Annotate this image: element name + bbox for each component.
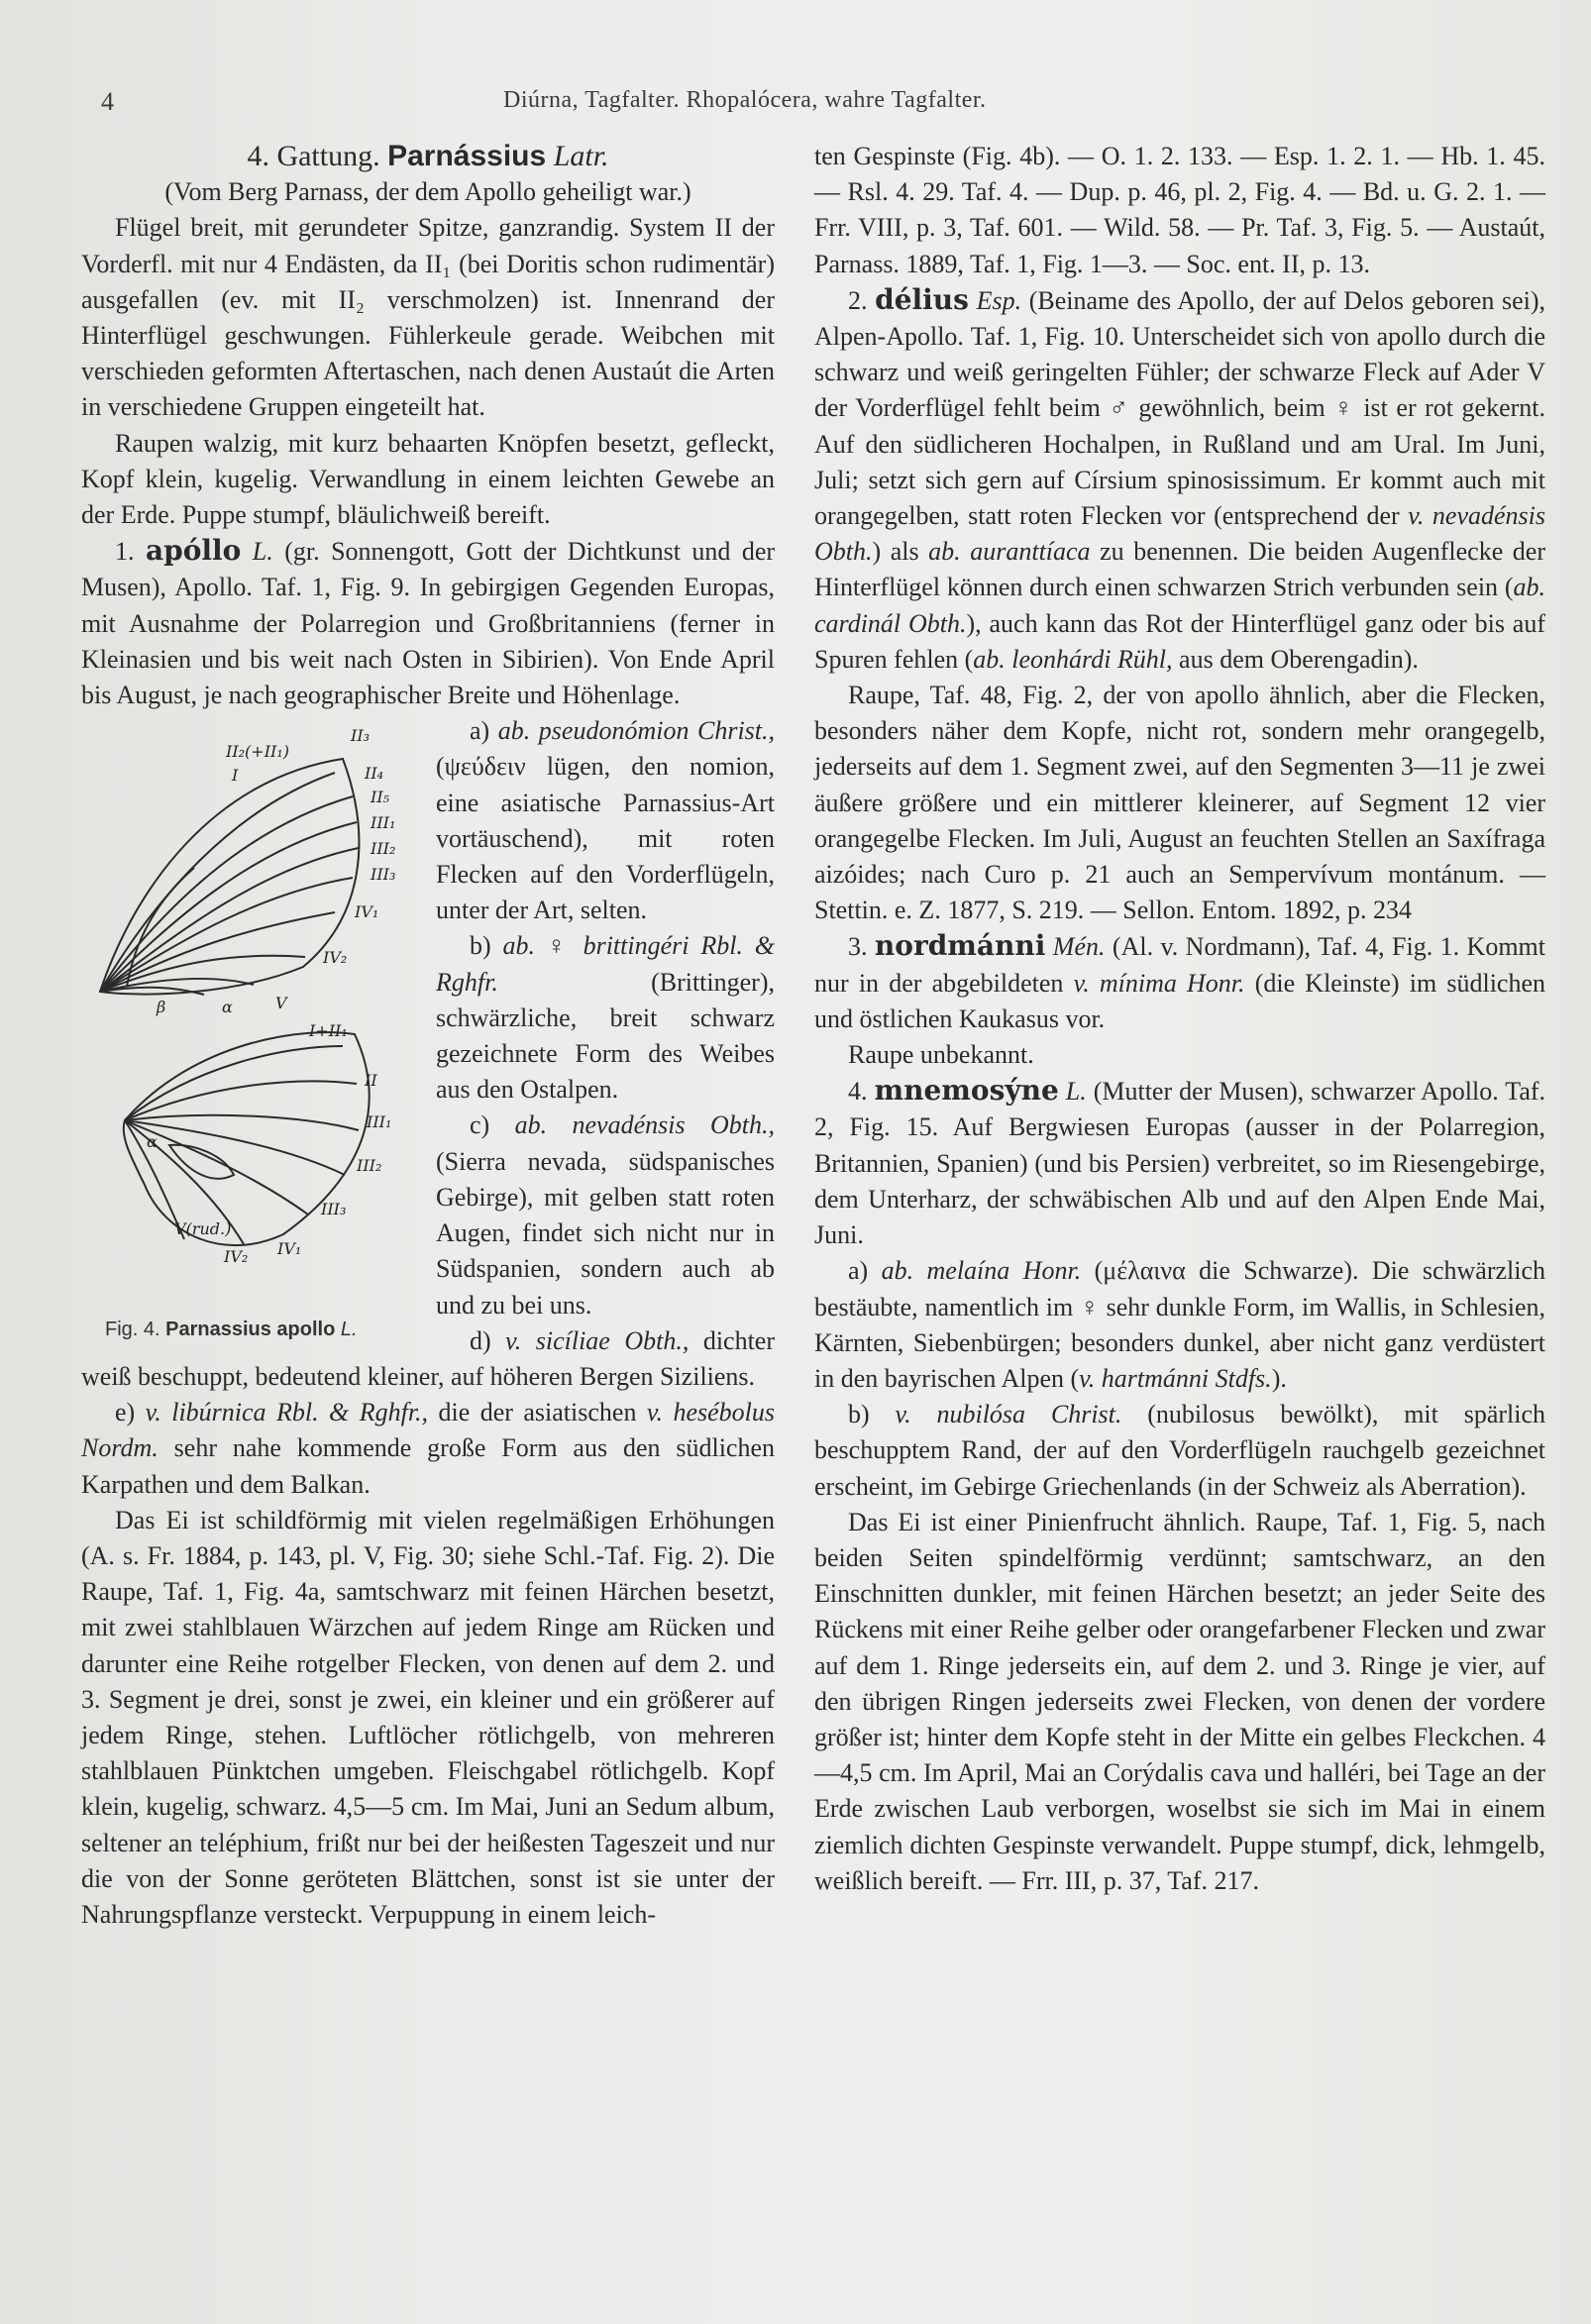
- species-name: nordmánni: [874, 929, 1046, 963]
- caption-author: L.: [340, 1319, 358, 1341]
- species-text-cont: aus dem Oberengadin).: [1179, 644, 1419, 674]
- genus-heading-prefix: 4. Gattung.: [247, 140, 380, 172]
- form-text: (μέλαινα die Schwarze). Die schwärzlich bestäubte, namentlich im ♀ sehr dunkle Form, im Wallis, in Schlesien, Kärnten, Siebenbürgen; besonders dunkel, aber nicht ganz verdüstert in den bayrischen Alpen (: [814, 1256, 1546, 1393]
- svg-text:III₂: III₂: [357, 1156, 382, 1176]
- form-text: (Brittinger), schwärzliche, breit schwarz gezeichnete Form des Weibes aus den Ostalpen.: [436, 967, 775, 1105]
- form-name: ab. cardinál Obth.: [814, 573, 1545, 638]
- species-apollo-entry: [81, 533, 775, 713]
- wing-venation-figure: [75, 719, 422, 1353]
- species-text: (Al. v. Nordmann), Taf. 4, Fig. 1. Kommt nur in der abgebildeten: [814, 932, 1545, 998]
- page-header: [0, 79, 1591, 119]
- right-column: [814, 139, 1545, 1899]
- form-name: ab. melaína Honr.: [881, 1256, 1082, 1286]
- apollo-references: ten Gespinste (Fig. 4b). — O. 1. 2. 133. — Esp. 1. 2. 1. — Hb. 1. 45. — Rsl. 4. 29. Taf. 4. — Dup. p. 46, pl. 2, Fig. 4. — Bd. u. G. 2. 1. — Frr. VIII, p. 3, Taf. 601. — Wild. 58. — Pr. Taf. 3, Fig. 5. — Austaút, Parnass. 1889, Taf. 1, Fig. 1—3. — Soc. ent. II, p. 13.: [814, 142, 1545, 278]
- form-name: ab. pseudonómion Christ.,: [497, 716, 776, 746]
- larva-description: Raupen walzig, mit kurz behaarten Knöpfen besetzt, gefleckt, Kopf klein, kugelig. Verwandlung in einem leichten Gewebe an der Erde. Puppe stumpf, bläulichweiß bereift.: [81, 428, 775, 530]
- genus-description: Flügel breit, mit gerundeter Spitze, ganzrandig. System II der Vorderfl. mit nur 4 Endästen, da II₁ (bei Doritis schon rudimentär) ausgefallen (ev. mit II₂ verschmolzen) ist. Innenrand der Hinterflügel geschwungen. Fühlerkeule gerade. Weibchen mit verschieden geformten Aftertaschen, nach denen Austaút die Arten in verschiedene Gruppen eingeteilt hat.: [81, 213, 775, 422]
- form-name: ab. nevadénsis Obth.,: [514, 1110, 775, 1140]
- apollo-egg-larva: Das Ei ist schildförmig mit vielen regelmäßigen Erhöhungen (A. s. Fr. 1884, p. 143, pl. V, Fig. 30; siehe Schl.-Taf. Fig. 2). Die Raupe, Taf. 1, Fig. 4a, samtschwarz mit feinen Härchen besetzt, mit zwei stahlblauen Wärzchen auf jedem Ringe am Rücken und darunter eine Reihe rotgelber Flecken, von denen auf dem 2. und 3. Segment je drei, sonst je zwei, ein kleiner und ein größerer auf jedem Ringe, stehen. Luftlöcher rötlichgelb, von mehreren stahlblauen Pünktchen umgeben. Fleischgabel rötlichgelb. Kopf klein, kugelig, schwarz. 4,5—5 cm. Im Mai, Juni an Sedum album, seltener an teléphium, frißt nur bei der heißesten Tageszeit und nur die von der Sonne geröteten Blättchen, sonst ist sie unter der Nahrungspflanze versteckt. Verpuppung in einem leich-: [81, 1505, 775, 1929]
- apollo-form-e: [81, 1395, 775, 1503]
- svg-text:IV₁: IV₁: [277, 1239, 302, 1259]
- genus-name: Parnássius: [387, 140, 547, 172]
- form-label: a): [848, 1256, 869, 1286]
- svg-text:III₃: III₃: [371, 865, 396, 885]
- species-name: apóllo: [145, 534, 242, 568]
- form-name: v. sicíliae Obth.,: [505, 1325, 689, 1355]
- svg-text:I: I: [232, 766, 239, 786]
- svg-text:II₄: II₄: [365, 764, 384, 784]
- species-text: (gr. Sonnengott, Gott der Dichtkunst und der Musen), Apollo. Taf. 1, Fig. 9. In gebirgigen Gegenden Europas, mit Ausnahme der Polarregion und Großbritanniens (ferner in Kleinasien und bis weit nach Osten in Sibirien). Von Ende April bis August, je nach geographischer Breite und Höhenlage.: [81, 537, 776, 710]
- form-text: (Sierra nevada, südspanisches Gebirge), mit gelben statt roten Augen, findet sich nicht nur in Südspanien, sondern auch ab und zu bei uns.: [436, 1146, 775, 1320]
- species-author: L.: [252, 537, 273, 567]
- species-text-cont: ), auch kann das Rot der Hinterflügel ganz oder bis auf Spuren fehlen (: [814, 608, 1545, 674]
- form-text: (ψεύδειν lügen, den nomion, eine asiatische Parnassius-Art vortäuschend), mit roten Flecken auf den Vorderflügeln, unter der Art, selten.: [436, 752, 775, 925]
- form-name: v. nubilósa Christ.: [895, 1400, 1122, 1429]
- svg-text:IV₂: IV₂: [323, 948, 348, 968]
- mnemosyne-form-a: [814, 1253, 1545, 1397]
- svg-text:IV₂: IV₂: [224, 1247, 249, 1267]
- svg-text:II₃: II₃: [351, 726, 371, 746]
- svg-text:II₅: II₅: [371, 788, 390, 807]
- nordmanni-larva: Raupe unbekannt.: [848, 1040, 1034, 1070]
- mnemosyne-form-b: [814, 1397, 1545, 1505]
- svg-text:III₁: III₁: [371, 813, 396, 833]
- wing-venation-drawing: [75, 719, 422, 1314]
- genus-subtitle: (Vom Berg Parnass, der dem Apollo geheiligt war.): [164, 177, 691, 207]
- species-name: délius: [875, 282, 969, 316]
- species-delius-entry: [814, 282, 1545, 678]
- figure-caption: [105, 1312, 358, 1347]
- species-name: mnemosýne: [874, 1074, 1059, 1108]
- form-name: v. nevadénsis Obth.: [814, 501, 1546, 567]
- running-title: Diúrna, Tagfalter. Rhopalócera, wahre Tagfalter.: [503, 87, 987, 113]
- species-number: 2.: [848, 285, 868, 315]
- form-label: b): [848, 1400, 870, 1429]
- species-text: (Mutter der Musen), schwarzer Apollo. Taf. 2, Fig. 15. Auf Bergwiesen Europas (ausser in der Polarregion, Britannien, Spanien) (und bis Persien) verbreitet, so im Riesengebirge, dem Unterharz, der schwäbischen Alb und auf den Alpen Ende Mai, Juni.: [814, 1077, 1546, 1250]
- species-number: 3.: [848, 932, 868, 962]
- svg-text:III₁: III₁: [367, 1112, 392, 1132]
- page-number: 4: [101, 87, 114, 116]
- svg-text:V: V: [275, 994, 287, 1013]
- species-number: 1.: [115, 537, 135, 567]
- species-author: Esp.: [976, 285, 1022, 315]
- svg-text:α: α: [147, 1132, 158, 1152]
- form-name-secondary: v. hartmánni Stdfs.: [1079, 1363, 1272, 1393]
- caption-species: Parnassius apollo: [165, 1319, 336, 1341]
- svg-text:II₂(+II₁): II₂(+II₁): [226, 742, 289, 762]
- genus-author: Latr.: [553, 140, 609, 172]
- species-author: Mén.: [1052, 932, 1106, 962]
- species-mnemosyne-entry: [814, 1073, 1545, 1253]
- species-text: (Beiname des Apollo, der auf Delos geboren sei), Alpen-Apollo. Taf. 1, Fig. 10. Unterscheidet sich von apollo durch die schwarz und weiß geringelten Fühler; der schwarze Fleck auf Ader V der Vorderflügel fehlt beim ♂ gewöhnlich, beim ♀ ist er rot gekernt. Auf den südlicheren Hochalpen, in Rußland und am Ural. Im Juni, Juli; setzt sich gern auf Círsium spinosissimum. Er kommt auch mit orangegelben, statt roten Flecken vor (entsprechend der: [814, 285, 1546, 531]
- form-name: v. libúrnica Rbl. & Rghfr.,: [145, 1398, 429, 1427]
- svg-text:II: II: [365, 1071, 377, 1091]
- form-name: ab. leonhárdi Rühl,: [973, 644, 1173, 674]
- species-text-cont: ) als: [872, 537, 919, 567]
- species-author: L.: [1065, 1077, 1087, 1107]
- svg-text:IV₁: IV₁: [355, 902, 379, 922]
- svg-text:III₂: III₂: [371, 839, 396, 859]
- mnemosyne-egg-larva: Das Ei ist einer Pinienfrucht ähnlich. Raupe, Taf. 1, Fig. 5, nach beiden Seiten spindelförmig verdünnt; samtschwarz, an den Einschnitten dunkler, mit feinen Härchen besetzt; an jeder Seite des Rückens mit einer Reihe gelber oder orangefarbener Flecken und zwar auf dem 1. Ringe jederseits ein, auf dem 2. und 3. Ringe je vier, auf den übrigen Ringen jederseits zwei Flecken, von denen der vordere größer ist; hinter dem Kopfe steht in der Mitte ein gelbes Fleckchen. 4—4,5 cm. Im April, Mai an Corýdalis cava und halléri, bei Tage an der Erde zwischen Laub verborgen, woselbst sie sich im Mai in einem ziemlich dichten Gespinste verwandelt. Puppe stumpf, dick, lehmgelb, weißlich bereift. — Frr. III, p. 37, Taf. 217.: [814, 1507, 1545, 1895]
- left-column: [81, 139, 775, 1933]
- form-name: ab. ♀ brittingéri Rbl. & Rghfr.: [436, 931, 775, 997]
- svg-text:V(rud.): V(rud.): [174, 1219, 232, 1239]
- delius-larva: Raupe, Taf. 48, Fig. 2, der von apollo ähnlich, aber die Flecken, besonders näher dem Kopfe, nicht rot, sondern mehr orangegelb, jederseits auf dem 1. Segment zwei, auf den Segmenten 3—11 je zwei äußere größere und ein mittlerer kleinerer, auf Segment 12 vier orangegelbe Flecken. Im Juli, August an feuchten Stellen an Saxífraga aizóides; nach Curo p. 21 auch an Sempervívum montánum. — Stettin. e. Z. 1877, S. 219. — Sellon. Entom. 1892, p. 234: [814, 681, 1545, 925]
- form-text-secondary: sehr nahe kommende große Form aus den südlichen Karpathen und dem Balkan.: [81, 1433, 776, 1499]
- species-number: 4.: [848, 1077, 868, 1107]
- svg-text:α: α: [222, 998, 233, 1017]
- form-name-secondary: v. hesébolus Nordm.: [81, 1398, 776, 1463]
- species-nordmanni-entry: [814, 928, 1545, 1037]
- form-text-cont: ).: [1271, 1363, 1287, 1393]
- form-text: (nubilosus bewölkt), mit spärlich beschupptem Rand, der auf den Vorderflügeln rauchgelb gezeichnet erscheint, im Gebirge Griechenlands (in der Schweiz als Aberration).: [814, 1400, 1546, 1501]
- form-name: ab. auranttíaca: [928, 537, 1091, 567]
- form-label: b): [470, 931, 491, 961]
- form-label: e): [115, 1398, 136, 1427]
- form-label: c): [470, 1110, 490, 1140]
- species-text-cont: (die Kleinste) im südlichen und östlichen Kaukasus vor.: [814, 968, 1546, 1033]
- form-text: die der asiatischen: [438, 1398, 637, 1427]
- form-text: dichter weiß beschuppt, bedeutend kleiner, auf höheren Bergen Siziliens.: [81, 1325, 775, 1391]
- caption-prefix: Fig. 4.: [105, 1319, 160, 1341]
- form-label: a): [470, 716, 490, 746]
- svg-text:β: β: [157, 998, 166, 1017]
- svg-text:III₃: III₃: [321, 1200, 347, 1219]
- form-name: v. mínima Honr.: [1073, 968, 1245, 998]
- genus-heading: [81, 139, 775, 174]
- form-label: d): [470, 1325, 491, 1355]
- species-text-cont: zu benennen. Die beiden Augenflecke der Hinterflügel können durch einen schwarzen Strich verbunden sein (: [814, 537, 1545, 602]
- svg-text:I+II₁: I+II₁: [309, 1021, 348, 1041]
